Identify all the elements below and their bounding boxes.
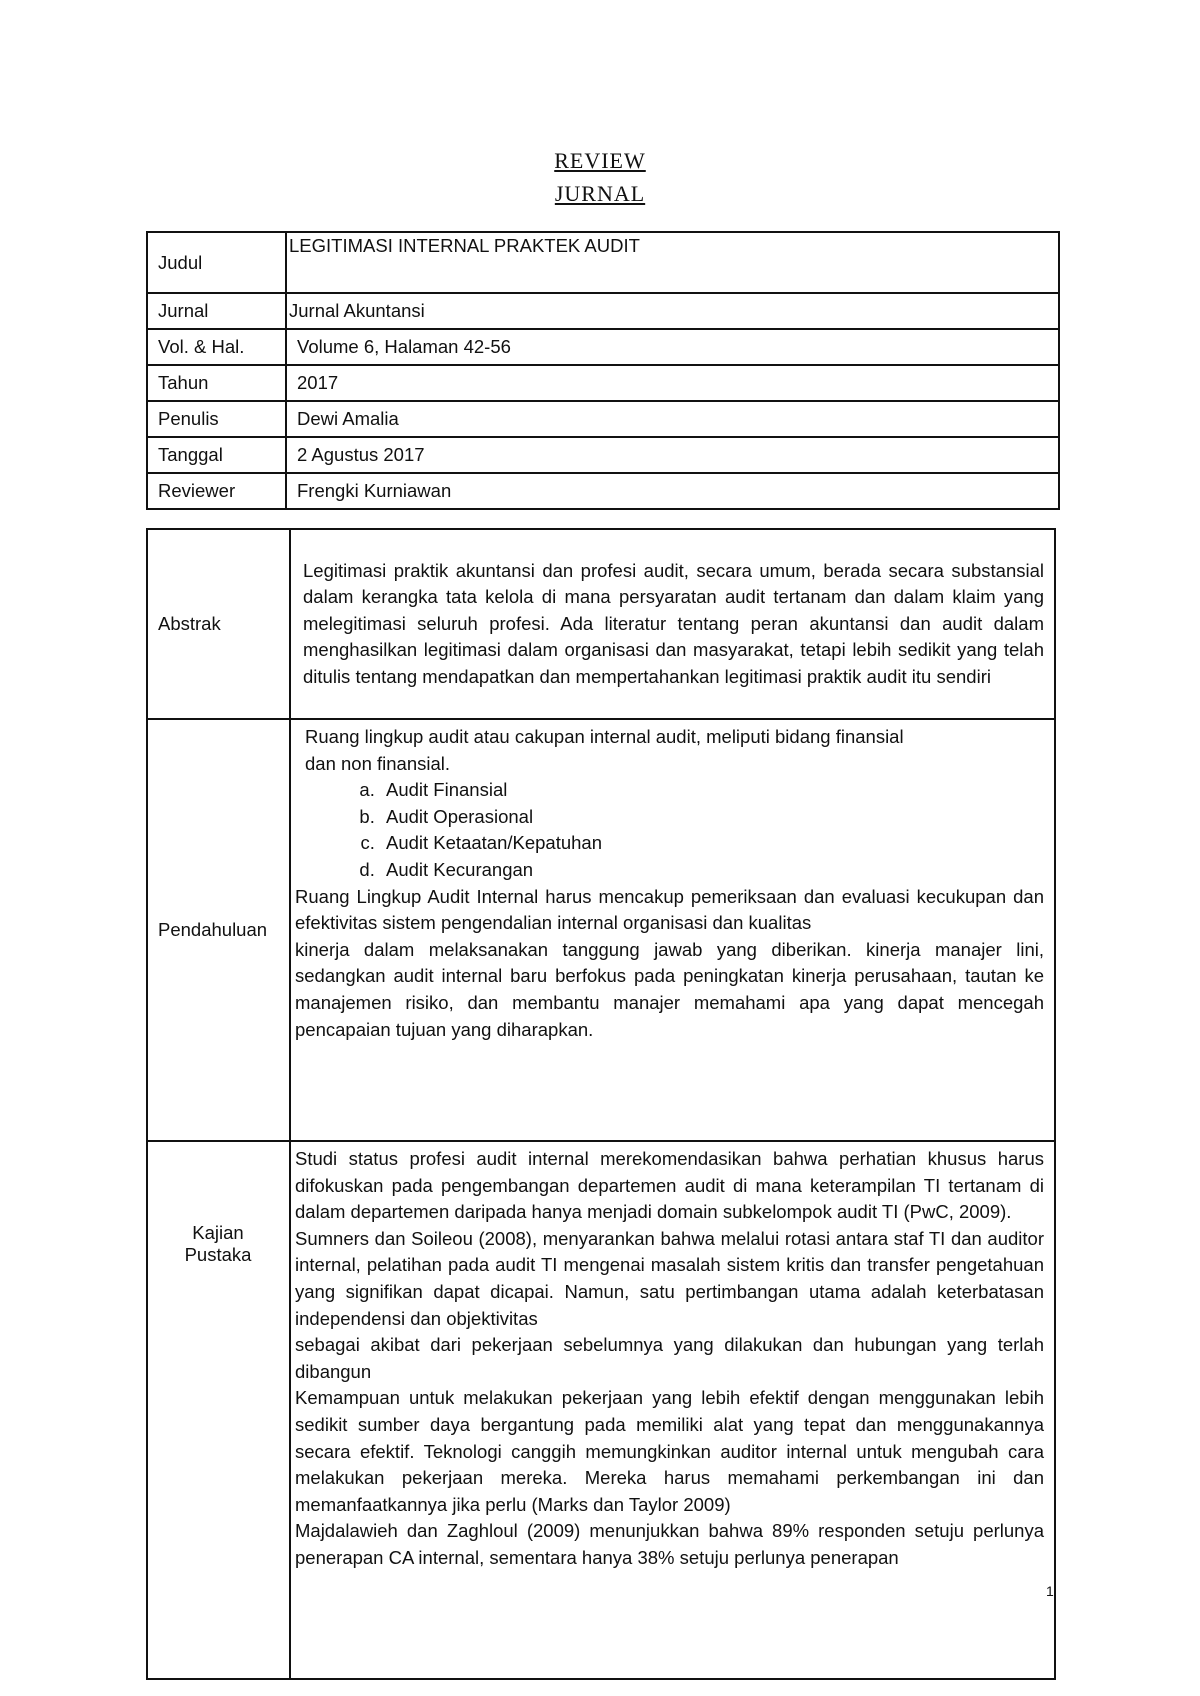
kajian-pustaka-content: [290, 1141, 1055, 1679]
kajian-label-line-1: Kajian: [192, 1222, 244, 1243]
tanggal-label: Tanggal: [147, 437, 286, 473]
kajian-paragraph-1: Studi status profesi audit internal merekomendasikan bahwa perhatian khusus harus difokuskan pada pengembangan departemen audit di mana keterampilan TI tertanam di dalam departemen daripada hanya menjadi domain subkelompok audit TI (PwC, 2009).: [295, 1148, 1044, 1223]
page-title-line-1: REVIEW: [554, 148, 646, 173]
pendahuluan-intro-1: Ruang lingkup audit atau cakupan internal audit, meliputi bidang finansial: [305, 726, 904, 747]
pendahuluan-label: Pendahuluan: [147, 719, 290, 1141]
pendahuluan-intro-2: dan non finansial.: [305, 752, 451, 774]
reviewer-value: Frengki Kurniawan: [286, 473, 1059, 509]
penulis-label: Penulis: [147, 401, 286, 437]
reviewer-label: Reviewer: [147, 473, 286, 509]
pendahuluan-paragraph-1: Ruang Lingkup Audit Internal harus mencakup pemeriksaan dan evaluasi kecukupan dan efektivitas sistem pengendalian internal organisasi dan kualitas: [295, 885, 1044, 934]
jurnal-value: Jurnal Akuntansi: [286, 293, 1059, 329]
judul-value: LEGITIMASI INTERNAL PRAKTEK AUDIT: [286, 232, 1059, 293]
kajian-paragraph-3: sebagai akibat dari pekerjaan sebelumnya yang dilakukan dan hubungan yang terlah dibangun: [295, 1334, 1044, 1382]
penulis-value: Dewi Amalia: [286, 401, 1059, 437]
list-item: d. Audit Kecurangan: [380, 857, 1044, 884]
list-item: b. Audit Operasional: [380, 804, 1044, 831]
judul-label: Judul: [147, 232, 286, 293]
page-title-line-2: JURNAL: [554, 181, 646, 206]
pendahuluan-paragraph-2: kinerja dalam melaksanakan tanggung jawab yang diberikan. kinerja manajer lini, sedangkan audit internal baru berfokus pada peningkatan kinerja perusahaan, tautan ke manajemen risiko, dan membantu manajer memahami apa yang dapat mencegah pencapaian tujuan yang diharapkan.: [295, 938, 1044, 1040]
kajian-paragraph-4: Kemampuan untuk melakukan pekerjaan yang lebih efektif dengan menggunakan lebih sedikit sumber daya bergantung pada memiliki alat yang tepat dan menggunakannya secara efektif. Teknologi canggih memungkinkan auditor internal untuk mengubah cara melakukan pekerjaan mereka. Mereka harus memahami perkembangan ini dan memanfaatkannya jika perlu (Marks dan Taylor 2009): [295, 1387, 1044, 1515]
abstrak-label: Abstrak: [147, 529, 290, 719]
jurnal-label: Jurnal: [147, 293, 286, 329]
tahun-value: 2017: [286, 365, 1059, 401]
audit-scope-list: [295, 777, 1044, 883]
list-item: c. Audit Ketaatan/Kepatuhan: [380, 830, 1044, 857]
tahun-label: Tahun: [147, 365, 286, 401]
tanggal-value: 2 Agustus 2017: [286, 437, 1059, 473]
abstrak-text: Legitimasi praktik akuntansi dan profesi audit, secara umum, berada secara substansial dalam kerangka tata kelola di mana persyaratan audit tertanam dan dalam klaim yang melegitimasi seluruh profesi. Ada literatur tentang peran akuntansi dan audit dalam menghasilkan legitimasi dalam organisasi dan masyarakat, tetapi lebih sedikit yang telah ditulis tentang mendapatkan dan mempertahankan legitimasi praktik audit itu sendiri: [290, 529, 1055, 719]
metadata-table: [146, 231, 1060, 510]
review-content-table: [146, 528, 1056, 1680]
list-item: a. Audit Finansial: [380, 777, 1044, 804]
pendahuluan-content: [290, 719, 1055, 1141]
kajian-label-line-2: Pustaka: [184, 1244, 252, 1265]
kajian-paragraph-5: Majdalawieh dan Zaghloul (2009) menunjukkan bahwa 89% responden setuju perlunya penerapan CA internal, sementara hanya 38% setuju perlunya penerapan: [295, 1520, 1044, 1568]
vol-label: Vol. & Hal.: [147, 329, 286, 365]
page-number: 1: [1046, 1583, 1054, 1599]
kajian-paragraph-2: Sumners dan Soileou (2008), menyarankan bahwa melalui rotasi antara staf TI dan auditor internal, pelatihan pada audit TI mengenai masalah sistem kritis dan transfer pengetahuan yang signifikan dapat dicapai. Namun, satu pertimbangan utama adalah keterbatasan independensi dan objektivitas: [295, 1227, 1044, 1329]
kajian-pustaka-label: [147, 1141, 290, 1679]
vol-value: Volume 6, Halaman 42-56: [286, 329, 1059, 365]
